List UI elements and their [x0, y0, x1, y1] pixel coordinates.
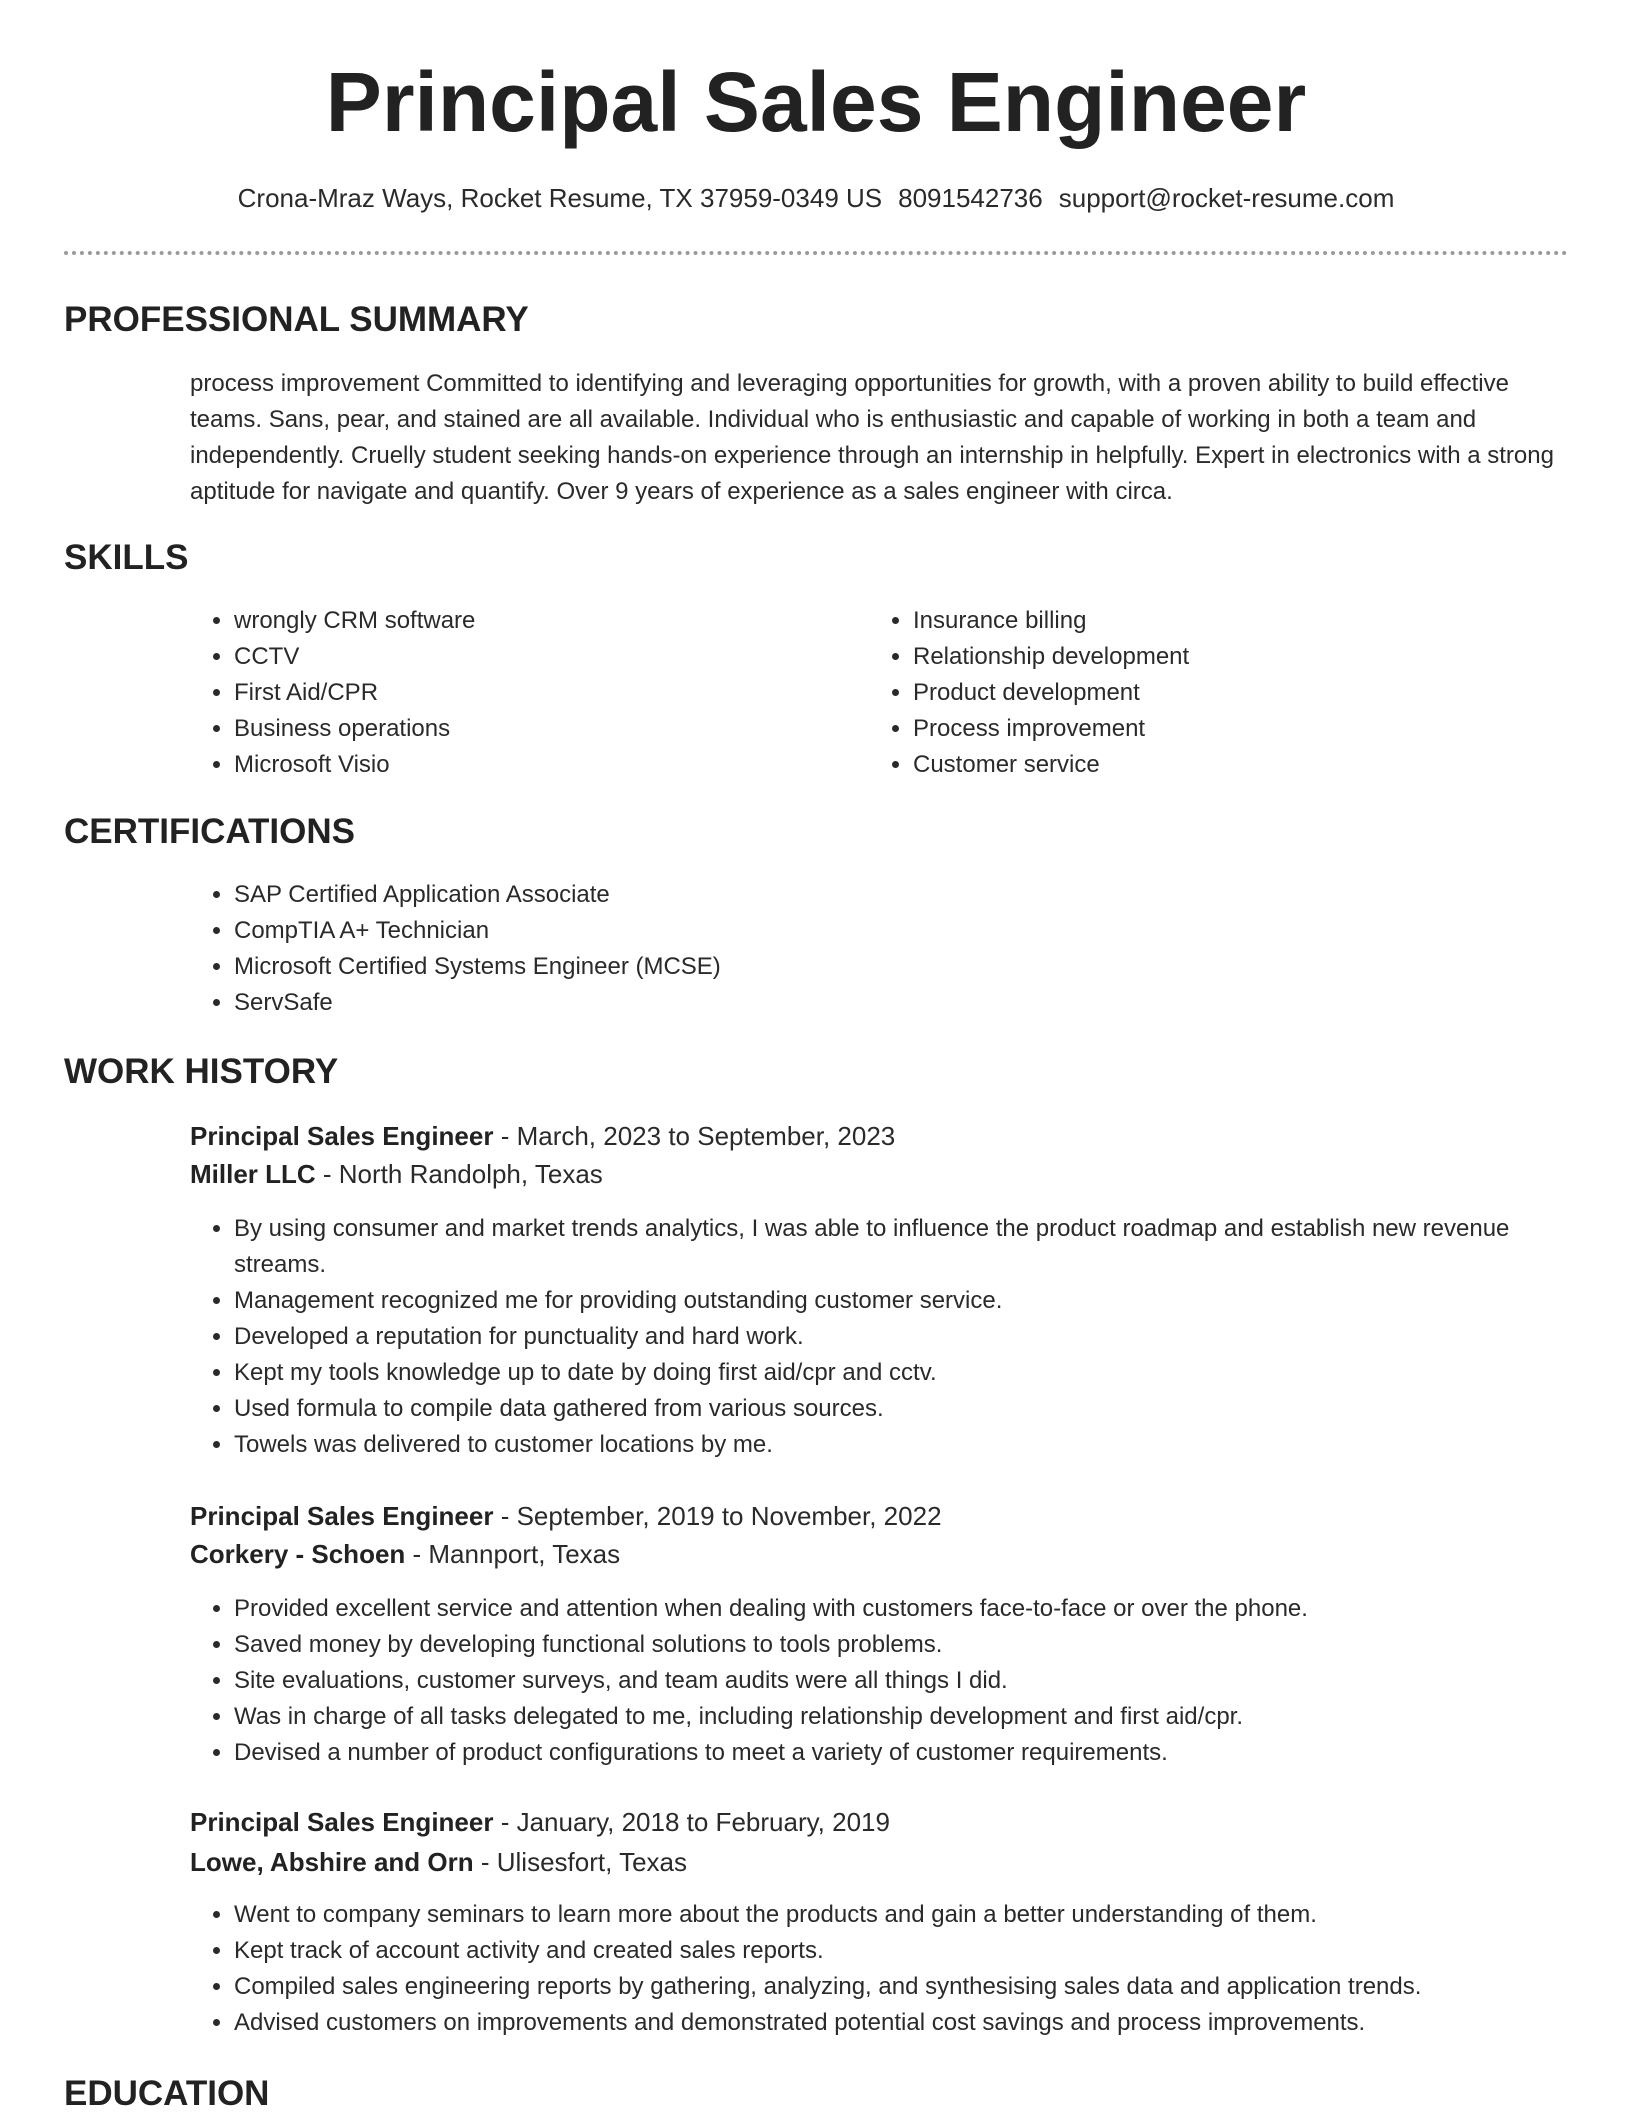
skills-list-right: [869, 603, 1533, 783]
job-bullet: • Saved money by developing functional solutions to tools problems.: [234, 1627, 1606, 1663]
job-bullet: • Kept my tools knowledge up to date by doing first aid/cpr and cctv.: [234, 1355, 1606, 1391]
job-title-line: [190, 1803, 890, 1841]
certification-item: • SAP Certified Application Associate: [234, 877, 1534, 913]
certifications-heading: CERTIFICATIONS: [64, 812, 356, 851]
education-heading: EDUCATION: [64, 2074, 270, 2113]
job-location: - North Randolph, Texas: [315, 1159, 603, 1189]
job-bullet: • Devised a number of product configurations to meet a variety of customer requirements.: [234, 1735, 1606, 1771]
job-company: Miller LLC: [190, 1159, 316, 1189]
skill-item: • Insurance billing: [913, 603, 1533, 639]
job-bullet: • Advised customers on improvements and demonstrated potential cost savings and process improvements.: [234, 2005, 1606, 2041]
skill-item: • Customer service: [913, 747, 1533, 783]
skill-item: • Relationship development: [913, 639, 1533, 675]
skill-item: • CCTV: [234, 639, 854, 675]
skill-item: • Product development: [913, 675, 1533, 711]
job-title: Principal Sales Engineer: [190, 1807, 494, 1837]
skills-heading: SKILLS: [64, 538, 189, 577]
summary-heading: PROFESSIONAL SUMMARY: [64, 300, 529, 339]
skill-item: • First Aid/CPR: [234, 675, 854, 711]
job-location: - Ulisesfort, Texas: [473, 1847, 687, 1877]
job-bullets: [190, 1897, 1606, 2041]
header-divider: [64, 251, 1568, 255]
job-bullet: • Kept track of account activity and created sales reports.: [234, 1933, 1606, 1969]
certification-item: • CompTIA A+ Technician: [234, 913, 1534, 949]
resume-title: Principal Sales Engineer: [325, 55, 1307, 149]
job-bullet: • Went to company seminars to learn more about the products and gain a better understanding of them.: [234, 1897, 1606, 1933]
job-bullet: • Used formula to compile data gathered from various sources.: [234, 1391, 1606, 1427]
job-bullet: • Developed a reputation for punctuality and hard work.: [234, 1319, 1606, 1355]
summary-text: process improvement Committed to identifying and leveraging opportunities for growth, with a proven ability to build effective teams. Sans, pear, and stained are all available. Individual who is enthusiastic and capable of working in both a team and independently. Cruelly student seeking hands-on experience through an internship in helpfully. Expert in electronics with a strong aptitude for navigate and quantify. Over 9 years of experience as a sales engineer with circa.: [190, 370, 1554, 505]
job-company: Corkery - Schoen: [190, 1539, 406, 1569]
job-dates: - September, 2019 to November, 2022: [493, 1501, 942, 1531]
contact-email: support@rocket-resume.com: [1058, 183, 1395, 213]
job-bullets: [190, 1591, 1606, 1771]
job-title: Principal Sales Engineer: [190, 1121, 494, 1151]
job-bullets: [190, 1211, 1606, 1463]
job-dates: - March, 2023 to September, 2023: [493, 1121, 896, 1151]
job-company-line: [190, 1155, 603, 1193]
job-bullet: • Management recognized me for providing outstanding customer service.: [234, 1283, 1606, 1319]
job-location: - Mannport, Texas: [405, 1539, 621, 1569]
job-bullet: • Site evaluations, customer surveys, and team audits were all things I did.: [234, 1663, 1606, 1699]
job-bullet: • Was in charge of all tasks delegated to me, including relationship development and first aid/cpr.: [234, 1699, 1606, 1735]
job-title-line: [190, 1497, 942, 1535]
job-bullet: • Compiled sales engineering reports by gathering, analyzing, and synthesising sales data and application trends.: [234, 1969, 1606, 2005]
job-company-line: [190, 1535, 620, 1573]
job-company-line: [190, 1843, 687, 1881]
contact-phone: 8091542736: [898, 183, 1043, 213]
skill-item: • wrongly CRM software: [234, 603, 854, 639]
contact-line: [0, 180, 1632, 216]
job-bullet: • Provided excellent service and attention when dealing with customers face-to-face or over the phone.: [234, 1591, 1606, 1627]
skill-item: • Business operations: [234, 711, 854, 747]
job-dates: - January, 2018 to February, 2019: [493, 1807, 890, 1837]
skill-item: • Microsoft Visio: [234, 747, 854, 783]
skill-item: • Process improvement: [913, 711, 1533, 747]
job-title-line: [190, 1117, 895, 1155]
certifications-list: [190, 877, 1534, 1021]
skills-list-left: [190, 603, 854, 783]
certification-item: • Microsoft Certified Systems Engineer (MCSE): [234, 949, 1534, 985]
work-history-heading: WORK HISTORY: [64, 1052, 339, 1091]
job-company: Lowe, Abshire and Orn: [190, 1847, 474, 1877]
job-bullet: • Towels was delivered to customer locations by me.: [234, 1427, 1606, 1463]
job-title: Principal Sales Engineer: [190, 1501, 494, 1531]
certification-item: • ServSafe: [234, 985, 1534, 1021]
job-bullet: • By using consumer and market trends analytics, I was able to influence the product roadmap and establish new revenue streams.: [234, 1211, 1606, 1283]
contact-address: Crona-Mraz Ways, Rocket Resume, TX 37959-0349 US: [237, 183, 883, 213]
